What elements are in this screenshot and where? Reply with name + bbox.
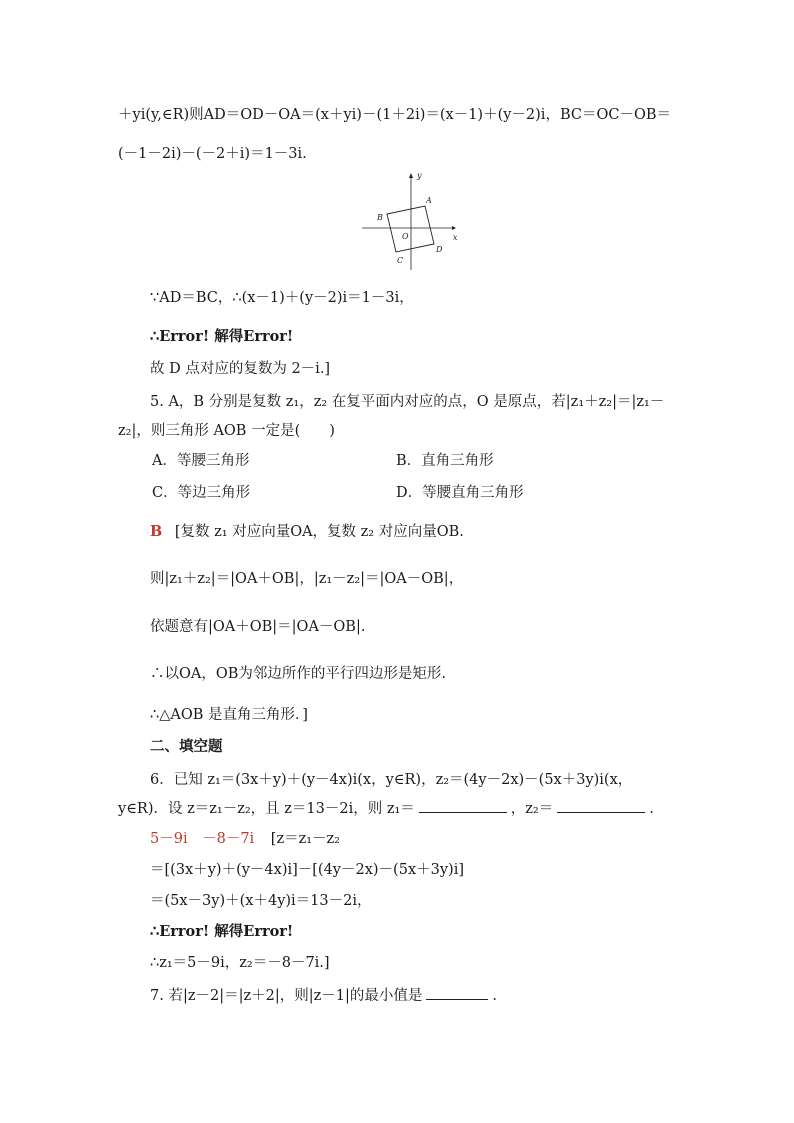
question-6-line-1: 6．已知 z₁＝(3x＋y)＋(y－4x)i(x，y∈R)，z₂＝(4y－2x)－(5x＋3y)i(x， [150, 772, 633, 788]
answer-6-line [150, 829, 340, 849]
answer-5-solution-3: 依题意有|OA＋OB|＝|OA－OB|. [150, 619, 366, 635]
answer-blank-z2[interactable] [557, 798, 645, 813]
answer-6-solution-2: ＝[(3x＋y)＋(y－4x)i]－[(4y－2x)－(5x＋3y)i] [150, 862, 464, 878]
answer-blank-q7[interactable] [426, 985, 488, 1000]
point-c-label: C [397, 256, 404, 265]
origin-label: O [402, 232, 409, 241]
option-b: B．直角三角形 [396, 453, 494, 469]
solution-line-2: (－1－2i)－(－2＋i)＝1－3i. [118, 146, 307, 162]
question-6-text-mid: ，z₂＝ [510, 801, 554, 817]
option-a: A．等腰三角形 [152, 453, 250, 469]
solution-line-3: ∵AD＝BC，∴(x－1)＋(y－2)i＝1－3i， [150, 290, 414, 306]
answer-6-solution-3: ＝(5x－3y)＋(x＋4y)i＝13－2i， [150, 893, 372, 909]
question-6-text-pre: y∈R)．设 z＝z₁－z₂，且 z＝13－2i，则 z₁＝ [118, 801, 415, 817]
question-7-line [150, 985, 497, 1006]
x-axis-label: x [453, 233, 458, 242]
answer-6-solution-4: ∴Error! 解得Error! [150, 923, 294, 940]
point-b-label: B [377, 213, 383, 222]
answer-5-line [150, 522, 464, 542]
answer-blank-z1[interactable] [419, 798, 507, 813]
answer-5-solution-5: ∴△AOB 是直角三角形．] [150, 707, 308, 723]
answer-5-solution-1: [复数 z₁ 对应向量OA，复数 z₂ 对应向量OB. [174, 524, 464, 540]
question-5-line-2: z₂|，则三角形 AOB 一定是( ) [118, 423, 335, 439]
question-5-line-1: 5. A，B 分别是复数 z₁，z₂ 在复平面内对应的点，O 是原点，若|z₁＋z₂|＝|z₁－ [150, 394, 665, 410]
solution-line-1: ＋yi(y,∈R)则AD＝OD－OA＝(x＋yi)－(1＋2i)＝(x－1)＋(y－2)i，BC＝OC－OB＝ [118, 107, 671, 123]
question-7-text: 7. 若|z－2|＝|z＋2|，则|z－1|的最小值是 [150, 988, 423, 1004]
square-abcd [387, 206, 434, 252]
coordinate-figure [362, 170, 462, 272]
solution-line-5: 故 D 点对应的复数为 2－i.] [150, 361, 331, 377]
section-heading: 二、填空题 [150, 738, 223, 755]
answer-5-solution-4: ∴以OA，OB为邻边所作的平行四边形是矩形. [150, 666, 447, 682]
question-6-line-2 [118, 798, 654, 819]
y-axis-label: y [417, 171, 422, 180]
point-a-label: A [426, 196, 432, 205]
answer-5-solution-2: 则|z₁＋z₂|＝|OA＋OB|，|z₁－z₂|＝|OA－OB|， [150, 571, 464, 587]
x-axis-arrow-icon [452, 226, 456, 230]
option-d: D．等腰直角三角形 [396, 485, 524, 501]
question-6-text-end: . [649, 801, 654, 817]
y-axis-arrow-icon [409, 173, 413, 178]
answer-6-solution-1: [z＝z₁－z₂ [270, 831, 340, 847]
option-c: C．等边三角形 [152, 485, 251, 501]
answer-5-letter: B [150, 523, 163, 540]
solution-line-4: ∴Error! 解得Error! [150, 328, 294, 345]
answer-6-solution-5: ∴z₁＝5－9i，z₂＝－8－7i.] [150, 955, 330, 971]
question-7-end: . [492, 988, 497, 1004]
answer-6-values: 5－9i －8－7i [150, 831, 255, 847]
point-d-label: D [436, 245, 443, 254]
